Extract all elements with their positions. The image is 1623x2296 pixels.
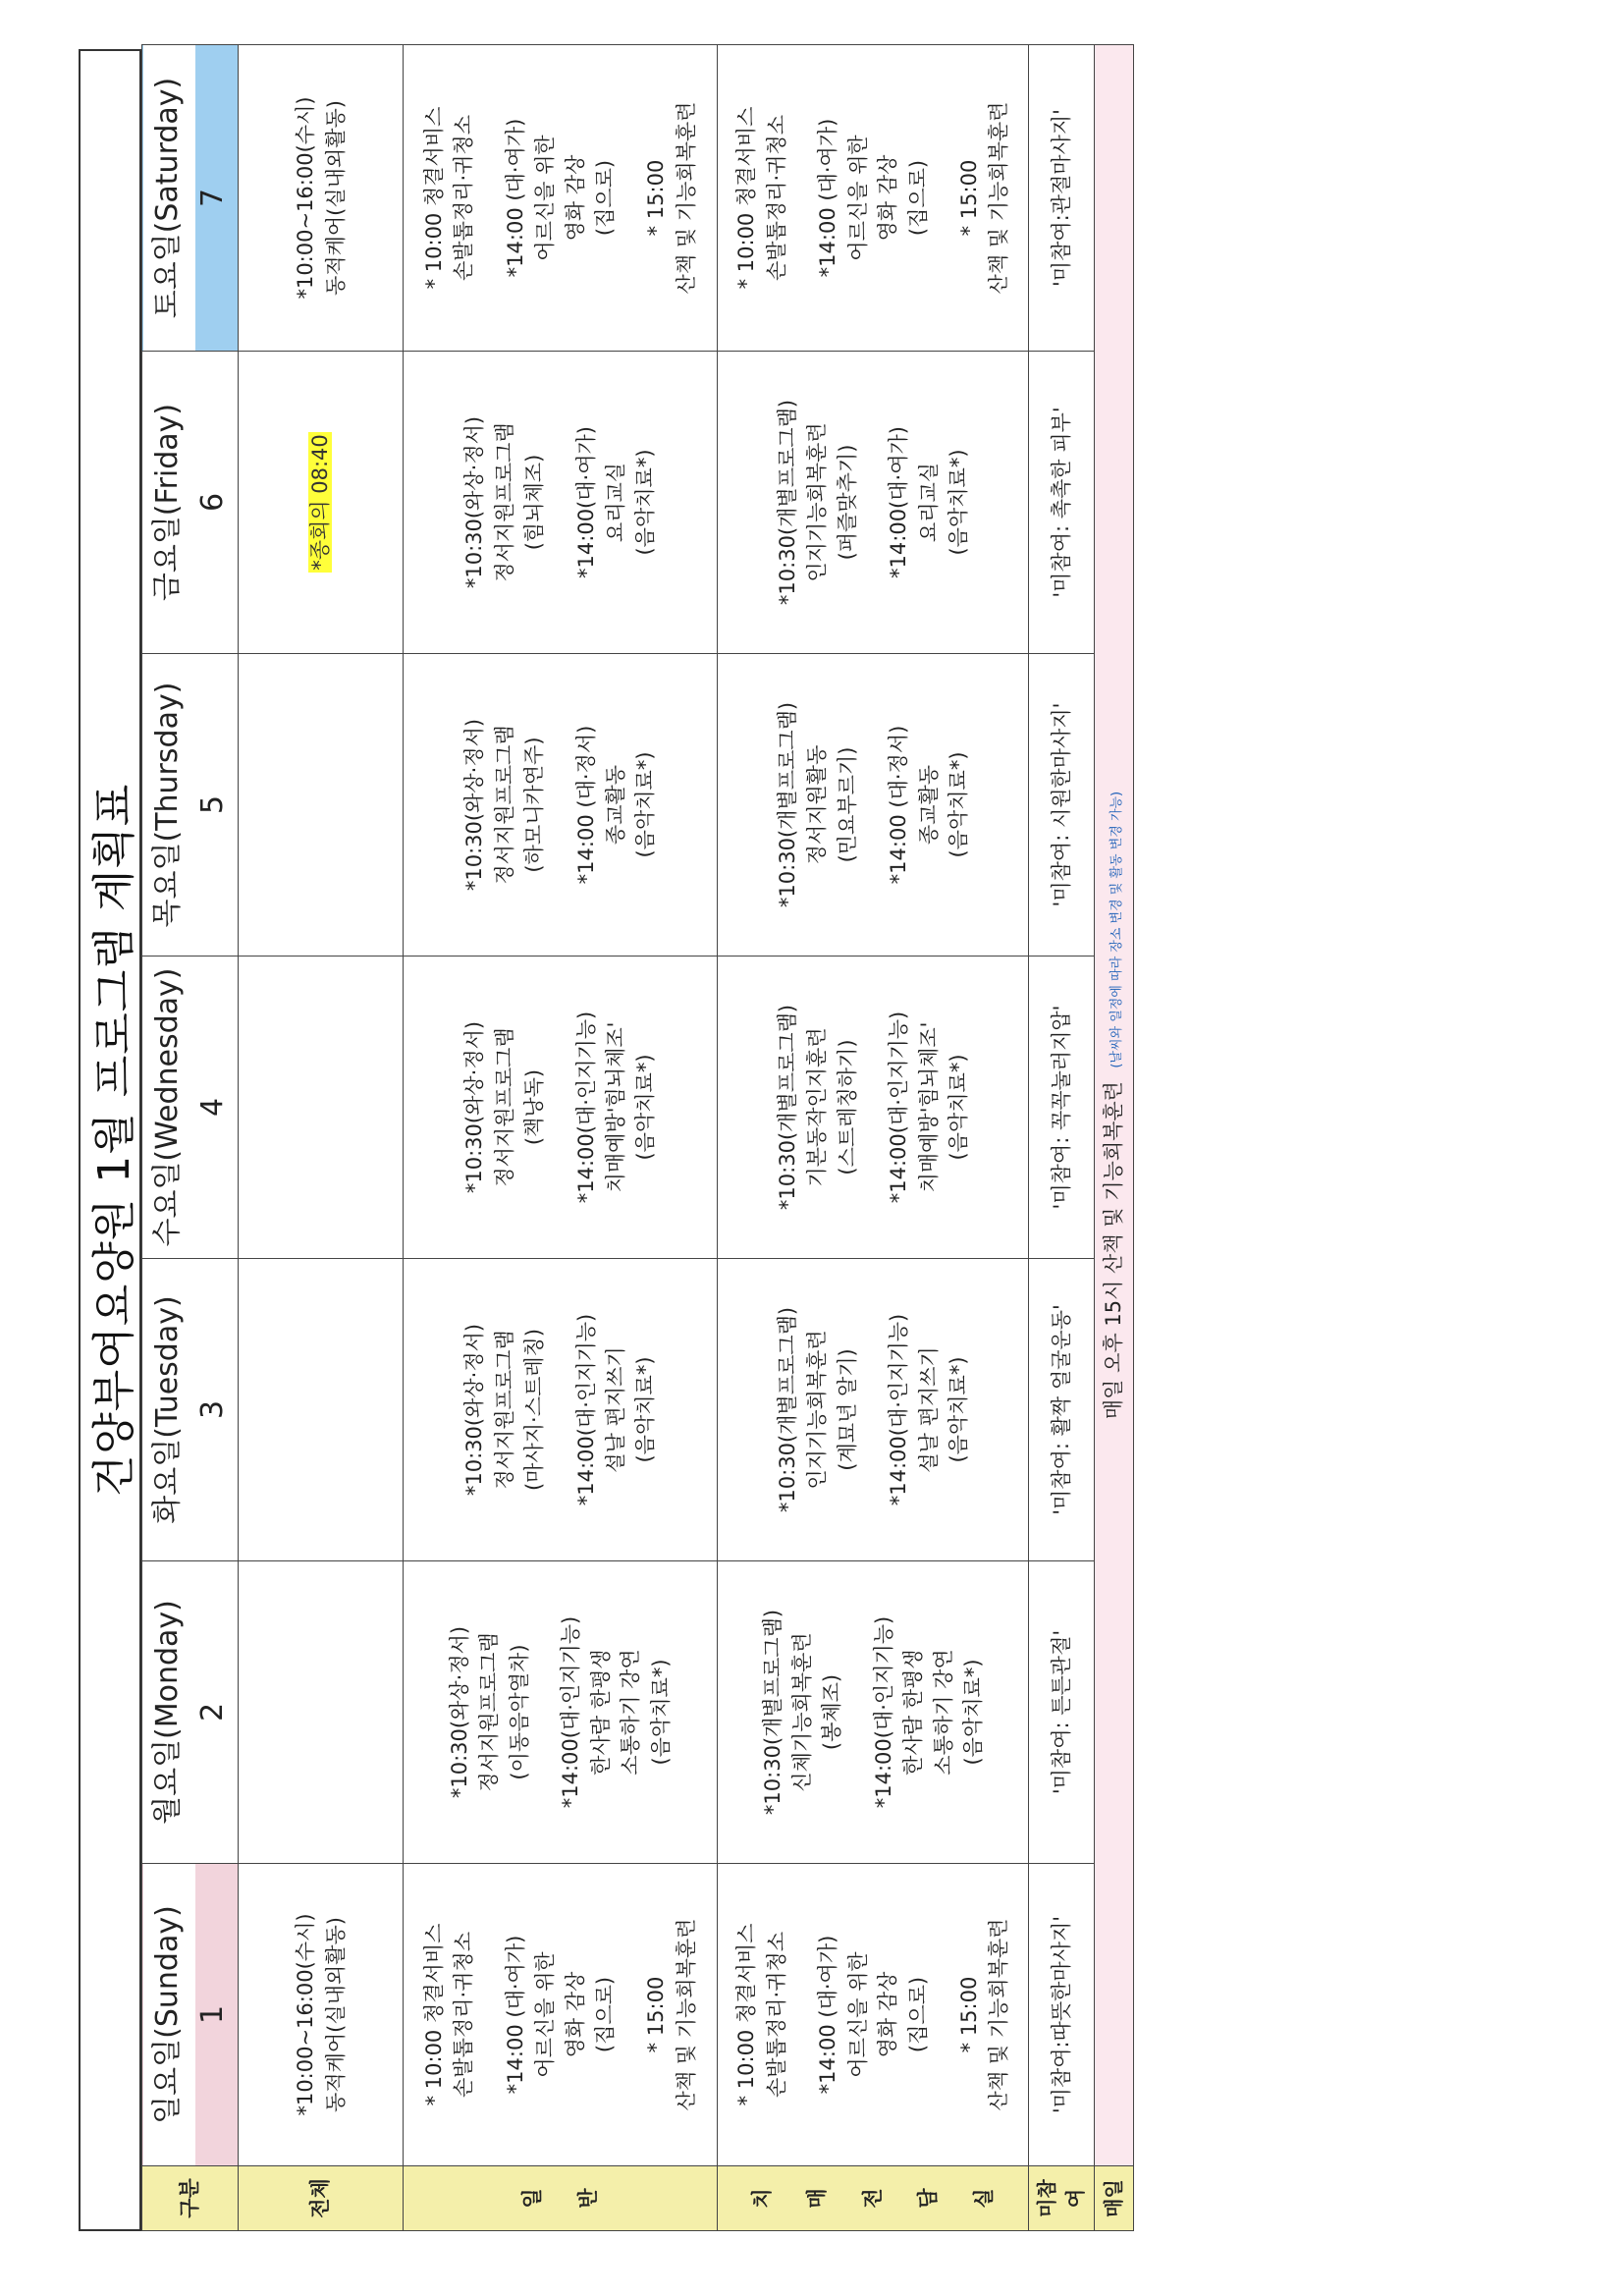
cell-line: 정서지원프로그램 [477, 1632, 502, 1792]
day-number: 3 [194, 1399, 230, 1420]
day-header-tuesday [142, 1259, 239, 1561]
cell-line: 설날 편지쓰기 [603, 1346, 627, 1473]
day-name: 화요일(Tuesday) [150, 1295, 185, 1524]
cell-line: (음악치료*) [946, 751, 970, 858]
daily-note-text: 매일 오후 15시 산책 및 기능회복훈련 [1102, 1081, 1126, 1420]
cell-line: 정서지원프로그램 [492, 422, 516, 582]
cell-line: *10:30(와상·정서) [462, 718, 487, 892]
cell-line: *14:00 (대·여가) [816, 1935, 840, 2095]
cell-line: *10:30(개별프로그램) [760, 1609, 784, 1816]
cell-mi-saturday: '미참여:관절마사지' [1029, 45, 1095, 352]
day-header-friday [142, 352, 239, 654]
cell-line: (음악치료*) [633, 1356, 658, 1463]
cell-all-friday [239, 352, 404, 654]
cell-line: * 10:00 청결서비스 [734, 106, 759, 290]
cell-line: 산책 및 기능회복훈련 [674, 101, 698, 295]
cell-line: 어르신을 위한 [845, 135, 870, 261]
cell-dementia-friday [718, 352, 1029, 654]
cell-line: * 10:00 청결서비스 [734, 1923, 759, 2106]
cell-line: 손발톱정리·귀청소 [764, 115, 788, 281]
cell-line: 요리교실 [916, 462, 941, 543]
row-general [404, 45, 718, 2231]
day-name: 일요일(Sunday) [150, 1905, 185, 2124]
row-all [239, 45, 404, 2231]
cell-line: *14:00 (대·여가) [503, 118, 527, 278]
label-char: 반 [575, 2188, 600, 2209]
cell-mi-wednesday: '미참여: 꼭꼭눌러지압' [1029, 957, 1095, 1259]
cell-line: 손발톱정리·귀청소 [452, 1932, 476, 2098]
cell-line: 어르신을 위한 [533, 1951, 558, 2078]
cell-line: 영화 감상 [876, 1971, 900, 2058]
cell-line: *14:00 (대·정서) [887, 725, 911, 885]
cell-line: 정서지원프로그램 [492, 725, 516, 885]
cell-mi-thursday: '미참여: 시원한마사지' [1029, 654, 1095, 957]
cell-dementia-sunday [718, 1864, 1029, 2166]
row-label-daily: 매일 [1095, 2166, 1133, 2231]
row-label-general [404, 2166, 718, 2231]
cell-line: (음악치료*) [946, 449, 970, 556]
day-header-wednesday [142, 957, 239, 1259]
cell-line: 소통하기 강연 [931, 1649, 955, 1776]
cell-line: *10:30(개별프로그램) [775, 701, 799, 908]
cell-line: 손발톱정리·귀청소 [452, 115, 476, 281]
cell-line: (음악치료*) [633, 751, 658, 858]
cell-line: 동적케어(실내외활동) [323, 100, 348, 296]
cell-line: 어르신을 위한 [845, 1951, 870, 2078]
cell-general-sunday [404, 1864, 718, 2166]
daily-note-sub: (날씨와 일정에 따라 장소 변경 및 활동 변경 가능) [1109, 791, 1125, 1068]
cell-line: 치매예방'힘뇌체조' [603, 1021, 627, 1193]
cell-line: *10:30(와상·정서) [462, 1323, 487, 1497]
cell-line: 정서지원프로그램 [492, 1330, 516, 1490]
cell-line: 영화 감상 [876, 154, 900, 242]
cell-line: 인지기능회복훈련 [805, 422, 830, 582]
cell-line: (마사지·스트레칭) [522, 1328, 547, 1492]
day-name: 월요일(Monday) [150, 1600, 185, 1825]
cell-general-thursday [404, 654, 718, 957]
label-char: 일 [520, 2188, 545, 2209]
day-header-saturday [142, 45, 239, 352]
cell-line: *14:00 (대·여가) [816, 118, 840, 278]
cell-line: 산책 및 기능회복훈련 [674, 1918, 698, 2111]
cell-line: 한사람 한평생 [901, 1649, 926, 1776]
cell-line: *14:00(대·인지기능) [871, 1615, 895, 1809]
day-header-sunday [142, 1864, 239, 2166]
cell-line: 인지기능회복훈련 [805, 1330, 830, 1490]
cell-line: *10:00~16:00(수시) [294, 96, 318, 300]
day-number: 6 [194, 492, 230, 513]
cell-line: * 15:00 [644, 1976, 669, 2053]
cell-line: 설날 편지쓰기 [916, 1346, 941, 1473]
cell-line: 한사람 한평생 [588, 1649, 613, 1776]
cell-general-monday [404, 1561, 718, 1864]
cell-line: 산책 및 기능회복훈련 [987, 1918, 1011, 2111]
cell-line: *14:00(대·여가) [573, 426, 598, 578]
meeting-highlight: *종회의 08:40 [308, 434, 333, 571]
cell-mi-sunday: '미참여:따뜻한마사지' [1029, 1864, 1095, 2166]
cell-line: *10:30(와상·정서) [447, 1625, 471, 1799]
cell-line: (음악치료*) [633, 1054, 658, 1161]
row-daily [1095, 45, 1133, 2231]
cell-line: (집으로) [905, 1976, 930, 2053]
cell-line: (음악치료*) [633, 449, 658, 556]
cell-line: *10:30(개별프로그램) [775, 399, 799, 606]
day-number: 4 [194, 1097, 230, 1118]
cell-line: (봉체조) [820, 1673, 844, 1751]
cell-line: (힘뇌체조) [522, 454, 547, 551]
cell-line: 치매예방'힘뇌체조' [916, 1021, 941, 1193]
cell-line: *14:00 (대·여가) [503, 1935, 527, 2095]
cell-line: * 15:00 [644, 159, 669, 237]
day-number: 1 [194, 2004, 230, 2025]
label-char: 치 [750, 2188, 774, 2209]
header-row [142, 45, 239, 2231]
cell-general-saturday [404, 45, 718, 352]
day-header-monday [142, 1561, 239, 1864]
cell-line: 종교활동 [916, 764, 941, 846]
cell-line: (계묘년 알기) [835, 1348, 859, 1471]
cell-line: *10:30(와상·정서) [462, 415, 487, 589]
cell-line: 소통하기 강연 [619, 1649, 643, 1776]
cell-all-monday [239, 1561, 404, 1864]
day-name: 목요일(Thursday) [150, 682, 185, 928]
cell-dementia-saturday [718, 45, 1029, 352]
label-char: 담 [916, 2188, 941, 2209]
row-label-dementia [718, 2166, 1029, 2231]
program-sheet [79, 49, 1512, 2231]
cell-general-tuesday [404, 1259, 718, 1561]
daily-note-cell [1095, 45, 1133, 2166]
cell-line: 종교활동 [603, 764, 627, 846]
cell-line: (민요부르기) [835, 746, 859, 863]
label-char: 실 [971, 2188, 996, 2209]
cell-dementia-thursday [718, 654, 1029, 957]
cell-line: 영화 감상 [563, 154, 587, 242]
row-nonparticipant [1029, 45, 1095, 2231]
cell-line: (퍼즐맞추기) [835, 444, 859, 561]
cell-line: (음악치료*) [946, 1356, 970, 1463]
day-number: 7 [194, 188, 230, 208]
cell-line: *14:00(대·인지기능) [887, 1313, 911, 1506]
cell-line: 정서지원프로그램 [492, 1027, 516, 1187]
cell-general-wednesday [404, 957, 718, 1259]
cell-line: (스트레칭하기) [835, 1039, 859, 1175]
cell-line: * 10:00 청결서비스 [421, 1923, 446, 2106]
cell-line: * 10:00 청결서비스 [421, 106, 446, 290]
cell-general-friday [404, 352, 718, 654]
cell-line: (집으로) [905, 159, 930, 237]
cell-mi-friday: '미참여: 촉촉한 피부' [1029, 352, 1095, 654]
row-label-all: 전체 [239, 2166, 404, 2231]
cell-line: (집으로) [592, 159, 617, 237]
cell-line: 어르신을 위한 [533, 135, 558, 261]
cell-line: *14:00(대·인지기능) [887, 1011, 911, 1204]
cell-line: *14:00(대·인지기능) [573, 1011, 598, 1204]
day-name: 금요일(Friday) [150, 403, 185, 602]
cell-all-wednesday [239, 957, 404, 1259]
day-header-thursday [142, 654, 239, 957]
day-number: 2 [194, 1702, 230, 1722]
cell-all-saturday [239, 45, 404, 352]
cell-dementia-tuesday [718, 1259, 1029, 1561]
category-header: 구분 [142, 2166, 239, 2231]
cell-mi-monday: '미참여: 튼튼관절' [1029, 1561, 1095, 1864]
cell-mi-tuesday: '미참여: 활짝 얼굴운동' [1029, 1259, 1095, 1561]
cell-line: (음악치료*) [946, 1054, 970, 1161]
day-number: 5 [194, 794, 230, 815]
label-char: 전 [860, 2188, 885, 2209]
cell-all-thursday [239, 654, 404, 957]
cell-line: 기본동작인지훈련 [805, 1027, 830, 1187]
cell-line: * 15:00 [956, 159, 981, 237]
label-char: 매 [805, 2188, 830, 2209]
cell-line: *10:00~16:00(수시) [294, 1913, 318, 2116]
cell-line: *14:00(대·여가) [887, 426, 911, 578]
cell-line: 정서지원활동 [805, 744, 830, 865]
cell-line: 신체기능회복훈련 [790, 1632, 814, 1792]
cell-line: (집으로) [592, 1976, 617, 2053]
cell-line: (하모니카연주) [522, 737, 547, 873]
cell-line: (음악치료*) [961, 1659, 986, 1766]
cell-all-sunday [239, 1864, 404, 2166]
cell-line: (이동음악열차) [507, 1644, 531, 1780]
cell-line: 요리교실 [603, 462, 627, 543]
cell-line: (책낭독) [522, 1068, 547, 1146]
cell-line: (음악치료*) [648, 1659, 673, 1766]
cell-all-tuesday [239, 1259, 404, 1561]
cell-dementia-monday [718, 1561, 1029, 1864]
day-name: 수요일(Wednesday) [150, 967, 185, 1247]
cell-line: 동적케어(실내외활동) [323, 1917, 348, 2112]
row-dementia [718, 45, 1029, 2231]
cell-dementia-wednesday [718, 957, 1029, 1259]
cell-line: 손발톱정리·귀청소 [764, 1932, 788, 2098]
cell-line: *10:30(와상·정서) [462, 1020, 487, 1194]
cell-line: 산책 및 기능회복훈련 [987, 101, 1011, 295]
cell-line: *10:30(개별프로그램) [775, 1004, 799, 1211]
cell-line: *14:00(대·인지기능) [573, 1313, 598, 1506]
cell-line: 영화 감상 [563, 1971, 587, 2058]
cell-line: *10:30(개별프로그램) [775, 1306, 799, 1513]
schedule-table [141, 44, 1134, 2231]
day-name: 토요일(Saturday) [150, 77, 185, 319]
cell-line: * 15:00 [956, 1976, 981, 2053]
page-title: 건양부여요양원 1월 프로그램 계획표 [79, 49, 141, 2231]
cell-line: *14:00 (대·정서) [573, 725, 598, 885]
row-label-nonparticipant: 미참여 [1029, 2166, 1095, 2231]
cell-line: *14:00(대·인지기능) [559, 1615, 583, 1809]
